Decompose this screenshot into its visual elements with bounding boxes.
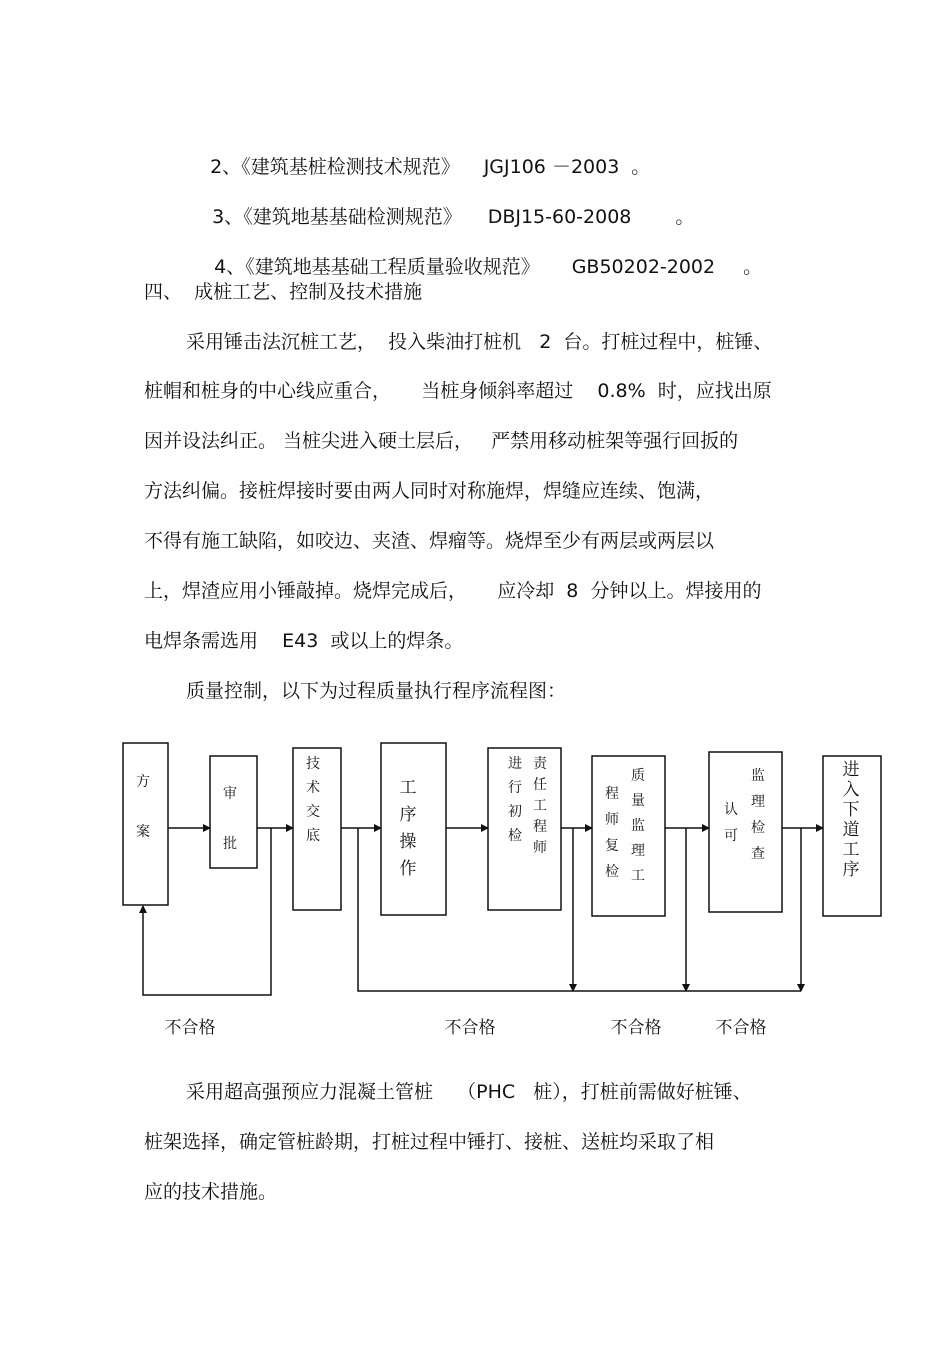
flow-box-char: 底 [306,828,320,844]
paragraph-line: 应的技术措施。 [144,1181,278,1203]
flow-box-char: 程 [605,786,619,802]
fail-label: 不合格 [715,1018,767,1038]
flow-box-char: 工 [399,778,417,798]
flow-box-char: 交 [306,804,320,820]
flow-box-char: 术 [306,780,320,796]
flow-box-char: 检 [751,820,765,836]
flow-box-char: 师 [533,840,547,856]
flow-box-char: 操 [399,832,417,852]
reference-title: 《建筑基桩检测技术规范》 [241,156,460,178]
flow-box-char: 行 [508,780,522,796]
reference-code: JGJ106 －2003 [483,156,620,178]
flow-box-char: 程 [533,819,547,835]
reference-code: DBJ15-60-2008 [487,206,632,228]
flow-box-zeren [488,748,561,910]
flow-box-char: 查 [751,846,765,862]
flow-box-char: 进 [508,756,522,772]
flow-box-char: 工 [631,868,645,884]
flow-box-jianli [709,752,782,912]
reference-end: 。 [743,256,763,278]
flow-box-char: 检 [605,864,619,880]
flow-box-char: 入 [842,780,860,800]
flow-box-char: 量 [631,793,645,809]
flow-box-char: 认 [724,802,738,818]
reference-end: 。 [631,156,651,178]
flow-box-char: 可 [724,828,738,844]
reference-number: 4、 [214,256,246,278]
flow-box-char: 质 [631,768,645,784]
section-heading: 四、 成桩工艺、控制及技术措施 [144,281,423,303]
flow-box-char: 复 [605,838,619,854]
flow-box-char: 师 [605,812,619,828]
flow-box-char: 初 [508,804,522,820]
flow-box-char: 工 [842,840,860,860]
flow-box-char: 序 [399,805,417,825]
reference-end: 。 [675,206,695,228]
flow-box-char: 批 [223,836,237,852]
reference-title: 《建筑地基基础检测规范》 [243,206,462,228]
fail-label: 不合格 [610,1018,662,1038]
flow-box-char: 检 [508,828,522,844]
flow-box-char: 进 [842,760,860,780]
flow-box-char: 序 [842,860,860,880]
flow-box-char: 技 [306,756,320,772]
paragraph-line: 采用超高强预应力混凝土管桩 （PHC 桩），打桩前需做好桩锤、 [186,1081,752,1103]
feedback-line [358,828,801,991]
reference-code: GB50202-2002 [571,256,716,278]
flow-box-char: 责 [533,756,547,772]
paragraph-line: 因并设法纠正。 当桩尖进入硬土层后， 严禁用移动桩架等强行回扳的 [144,430,739,452]
flow-box-char: 监 [751,768,765,784]
paragraph-line: 采用锤击法沉桩工艺， 投入柴油打桩机 2 台。打桩过程中，桩锤、 [186,331,773,353]
paragraph-line: 桩架选择，确定管桩龄期，打桩过程中锤打、接桩、送桩均采取了相 [144,1131,715,1153]
flow-box-char: 工 [533,798,547,814]
paragraph-line: 不得有施工缺陷，如咬边、夹渣、焊瘤等。烧焊至少有两层或两层以 [144,530,715,552]
flow-box-zhiliang [592,756,665,916]
reference-title: 《建筑地基基础工程质量验收规范》 [245,256,540,278]
feedback-line [143,828,271,995]
paragraph-line: 电焊条需选用 E43 或以上的焊条。 [144,630,464,652]
flow-box-char: 审 [223,786,237,802]
flow-box-char: 方 [136,774,150,790]
paragraph-line: 桩帽和桩身的中心线应重合， 当桩身倾斜率超过 0.8% 时，应找出原 [144,380,772,402]
flow-box-gongxu [381,743,446,915]
paragraph-line: 上，焊渣应用小锤敲掉。烧焊完成后， 应冷却 8 分钟以上。焊接用的 [144,580,762,602]
flow-box-char: 理 [751,794,765,810]
flow-box-char: 下 [842,800,860,820]
flow-box-char: 理 [631,843,645,859]
reference-number: 3、 [212,206,244,228]
flow-box-char: 案 [136,824,150,840]
flow-box-char: 监 [631,818,645,834]
flow-box-char: 道 [842,820,860,840]
fail-label: 不合格 [444,1018,496,1038]
flow-box-char: 作 [399,859,417,879]
fail-label: 不合格 [164,1018,216,1038]
flow-box-char: 任 [533,777,547,793]
paragraph-line: 质量控制，以下为过程质量执行程序流程图： [186,680,567,702]
reference-number: 2、 [210,156,242,178]
paragraph-line: 方法纠偏。接桩焊接时要由两人同时对称施焊，焊缝应连续、饱满， [144,480,715,502]
